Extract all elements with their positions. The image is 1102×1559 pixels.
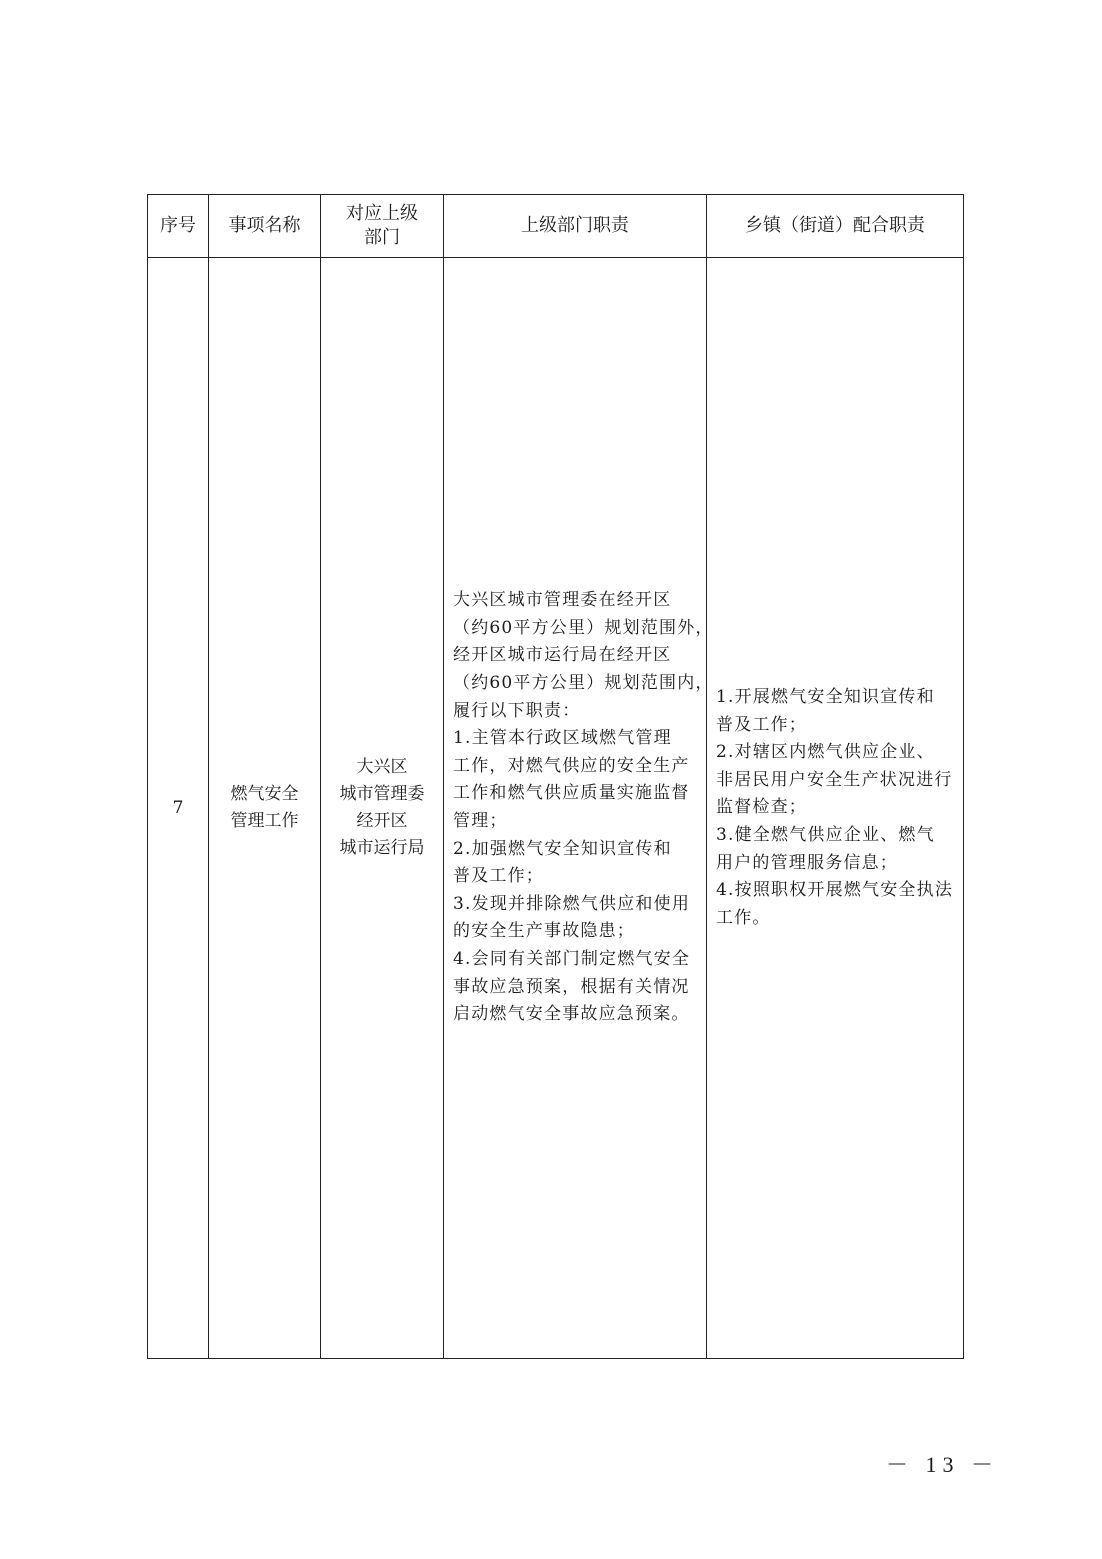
cell-item-name	[209, 258, 321, 1359]
header-item-name: 事项名称	[209, 195, 321, 258]
cell-no	[148, 258, 209, 1359]
header-upper-dept	[321, 195, 444, 258]
upper-duties-line: 大兴区城市管理委在经开区	[453, 590, 672, 611]
cell-upper-dept	[321, 258, 444, 1359]
upper-dept-line: 大兴区	[356, 757, 408, 777]
item-name-line: 管理工作	[230, 811, 299, 831]
town-duties-line: 3.健全燃气供应企业、燃气	[716, 824, 935, 845]
upper-dept-line: 城市运行局	[339, 838, 425, 858]
town-duties-line: 监督检查；	[716, 797, 807, 818]
upper-dept-line: 城市管理委	[339, 784, 425, 804]
upper-duties-line: （约60平方公里）规划范围内，	[453, 673, 714, 694]
table-row	[148, 258, 964, 1359]
town-duties-line: 非居民用户安全生产状况进行	[716, 769, 953, 790]
header-upper-dept-line1: 对应上级	[346, 203, 418, 224]
upper-duties-line: 1.主管本行政区域燃气管理	[453, 728, 672, 749]
upper-duties-line: 普及工作；	[453, 866, 544, 887]
town-duties-line: 用户的管理服务信息；	[716, 852, 898, 873]
town-duties-line: 4.按照职权开展燃气安全执法	[716, 880, 954, 901]
upper-duties-line: 4.会同有关部门制定燃气安全	[453, 948, 691, 969]
header-town-duties: 乡镇（街道）配合职责	[707, 195, 964, 258]
page-number: － 13 －	[886, 1452, 1000, 1477]
cell-town-duties	[707, 258, 964, 1359]
upper-duties-line: 管理；	[453, 811, 508, 831]
town-duties-line: 1.开展燃气安全知识宣传和	[716, 687, 935, 707]
upper-duties-line: （约60平方公里）规划范围外，	[453, 617, 714, 638]
upper-duties-line: 工作和燃气供应质量实施监督	[453, 783, 690, 804]
upper-duties-line: 2.加强燃气安全知识宣传和	[453, 838, 672, 859]
header-upper-dept-line2: 部门	[364, 227, 400, 248]
upper-duties-line: 事故应急预案，根据有关情况	[453, 976, 690, 997]
upper-dept-line: 经开区	[356, 811, 408, 831]
town-duties-text	[707, 684, 963, 932]
town-duties-line: 2.对辖区内燃气供应企业、	[716, 742, 935, 763]
header-upper-duties: 上级部门职责	[444, 195, 707, 258]
upper-duties-line: 履行以下职责：	[453, 700, 581, 721]
upper-duties-line: 3.发现并排除燃气供应和使用	[453, 893, 691, 914]
town-duties-line: 工作。	[716, 907, 771, 928]
upper-duties-line: 工作，对燃气供应的安全生产	[453, 755, 690, 776]
upper-duties-line: 经开区城市运行局在经开区	[453, 645, 672, 666]
row-number: 7	[172, 797, 184, 818]
town-duties-line: 普及工作；	[716, 714, 807, 735]
header-no: 序号	[148, 195, 209, 258]
duties-table	[147, 194, 964, 1359]
item-name-line: 燃气安全	[230, 784, 299, 804]
table-header-row	[148, 195, 964, 258]
upper-duties-line: 的安全生产事故隐患；	[453, 921, 635, 942]
upper-duties-text	[453, 587, 714, 1029]
cell-upper-duties	[444, 258, 714, 1359]
upper-duties-line: 启动燃气安全事故应急预案。	[453, 1004, 690, 1025]
